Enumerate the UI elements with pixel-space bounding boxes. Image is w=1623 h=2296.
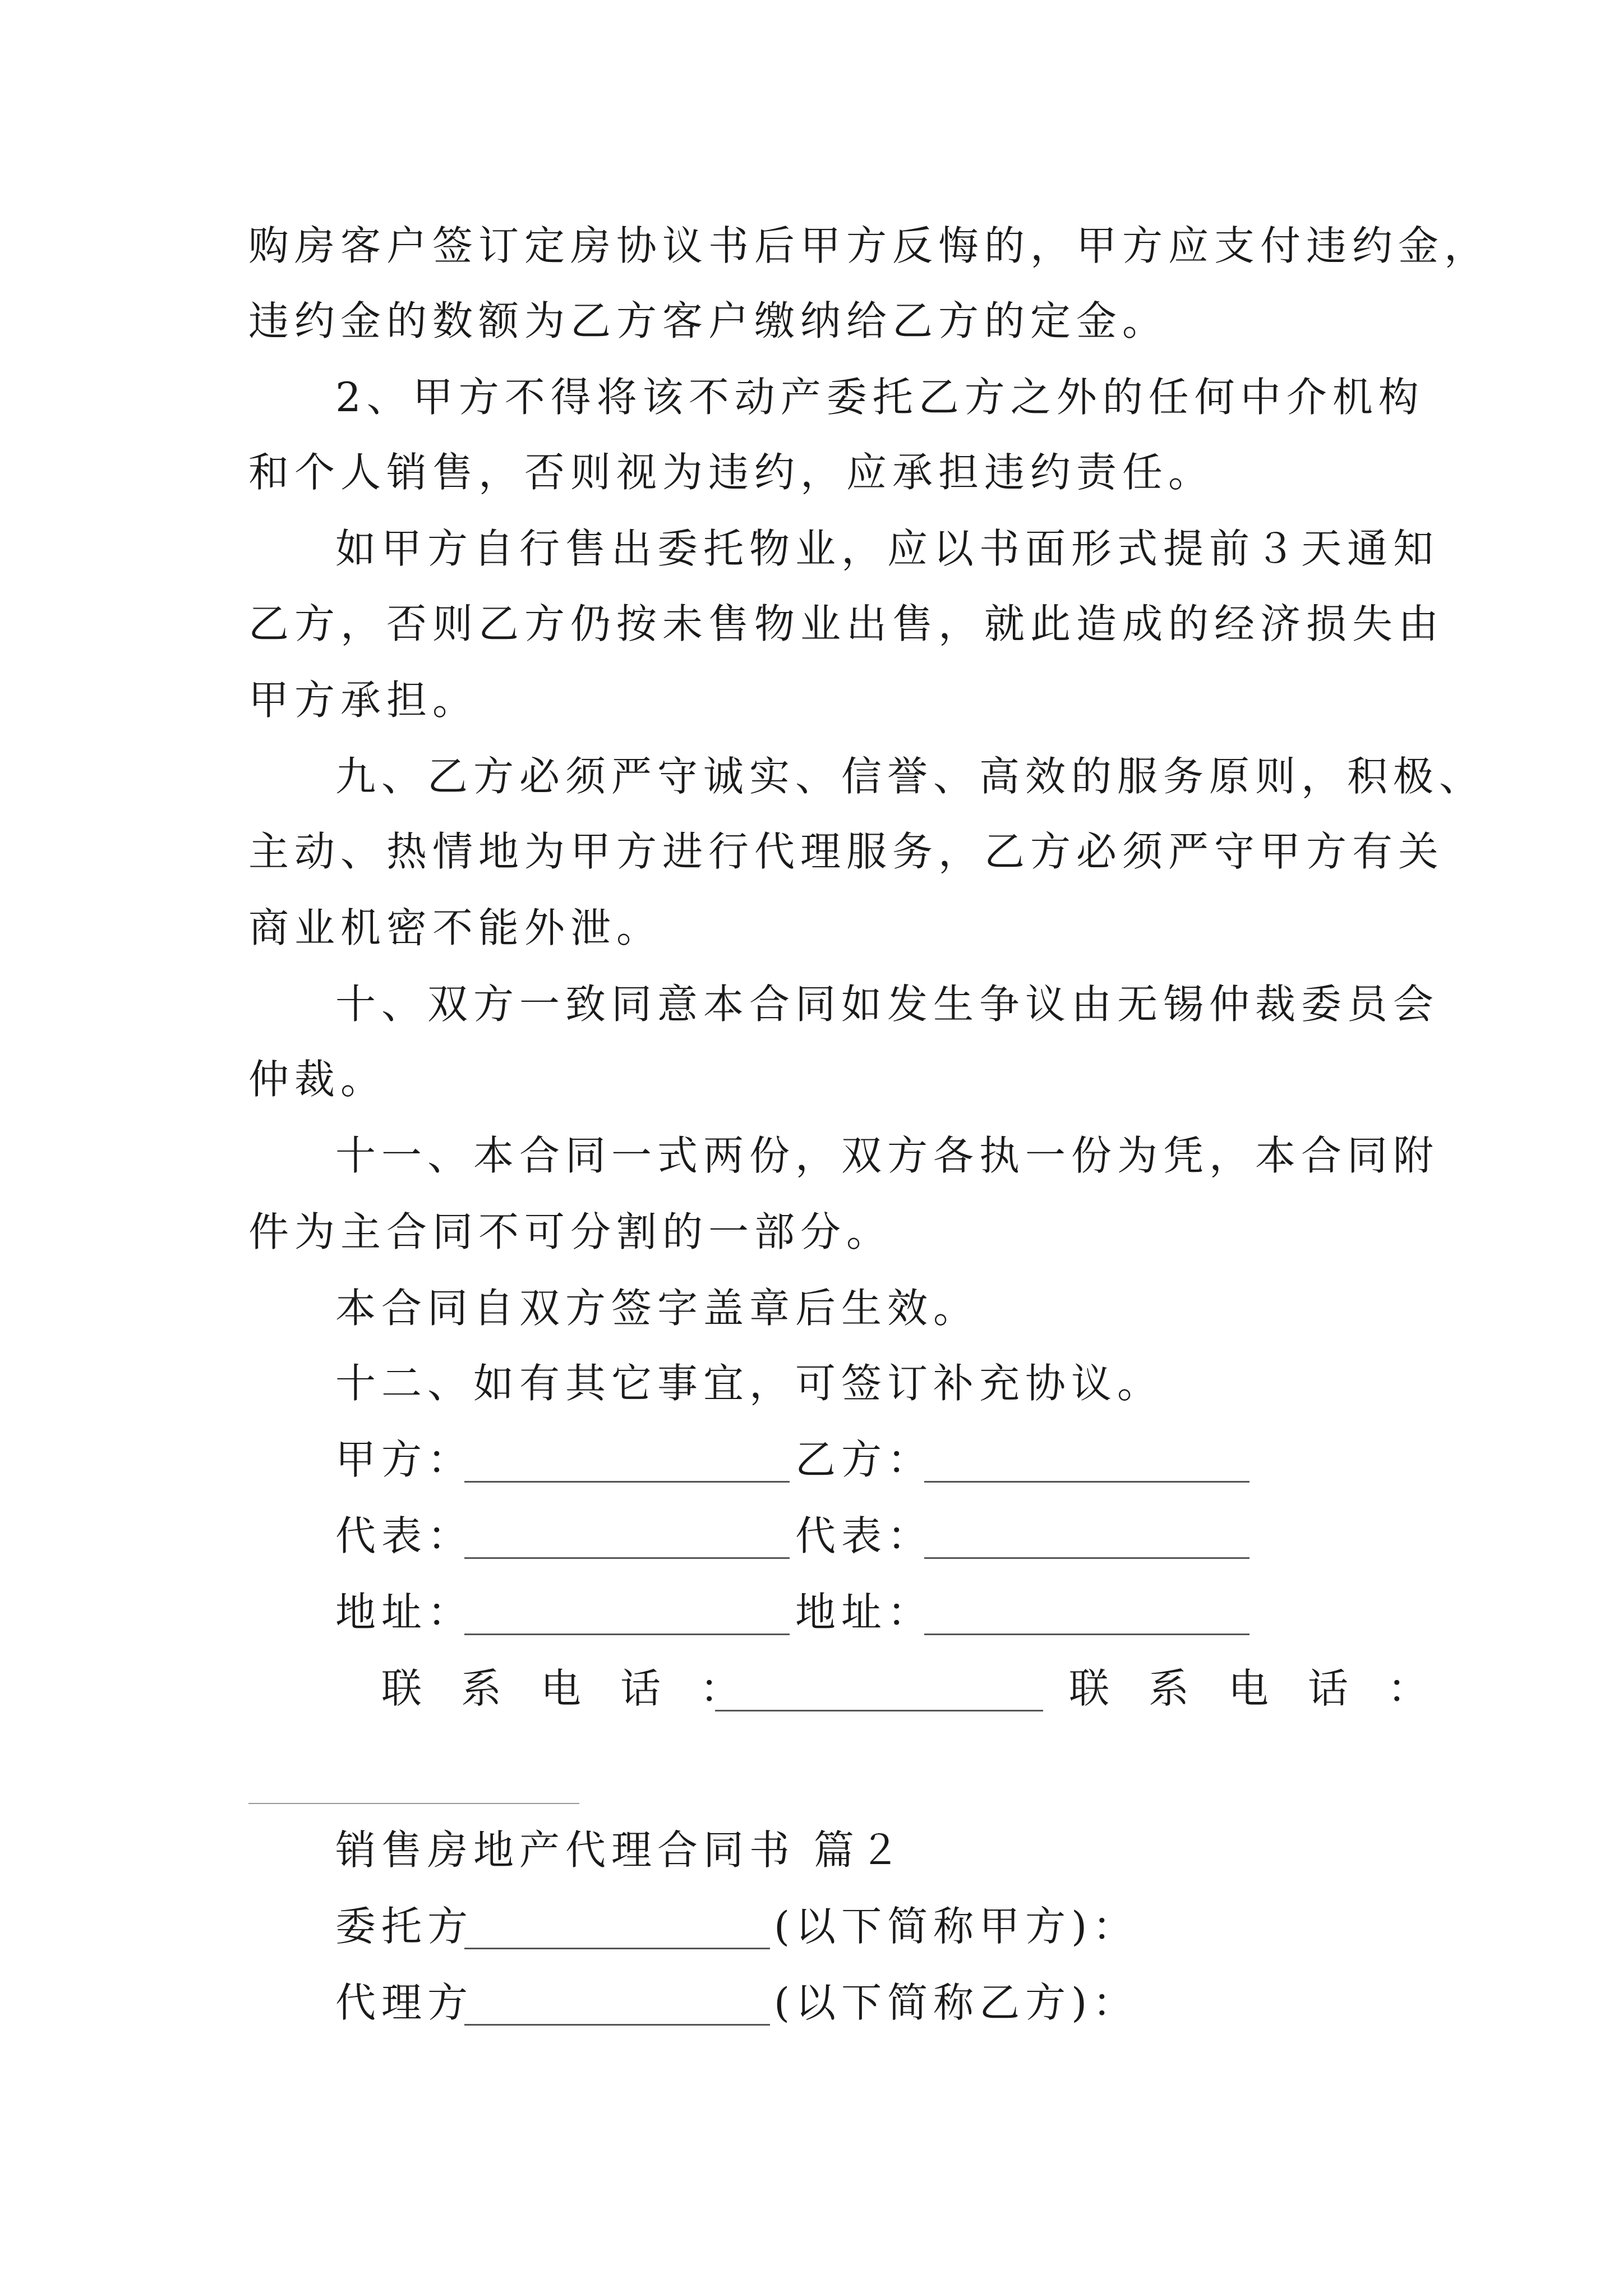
paragraph-line: 和个人销售，否则视为违约，应承担违约责任。 (248, 449, 1215, 496)
principal-label: 委托方 (335, 1903, 474, 1950)
paragraph-line: 九、乙方必须严守诚实、信誉、高效的服务原则，积极、 (335, 753, 1486, 800)
party-a-signature-line (464, 1481, 790, 1483)
addr-b-signature-line (924, 1634, 1249, 1635)
phone-a-signature-line (715, 1710, 1043, 1711)
paragraph-line: 仲裁。 (248, 1056, 387, 1103)
paragraph-line: 商业机密不能外泄。 (248, 904, 663, 951)
contract-2-title: 销售房地产代理合同书 篇２ (335, 1826, 906, 1874)
paragraph-line: 主动、热情地为甲方进行代理服务，乙方必须严守甲方有关 (248, 828, 1445, 875)
rep-b-signature-line (924, 1557, 1249, 1559)
paragraph-line: 十一、本合同一式两份，双方各执一份为凭，本合同附 (335, 1132, 1440, 1179)
rep-a-label: 代表： (335, 1512, 474, 1559)
paragraph-line: 甲方承担。 (248, 677, 479, 724)
paragraph-line: 购房客户签订定房协议书后甲方反悔的，甲方应支付违约金， (248, 222, 1491, 269)
party-a-label: 甲方： (335, 1436, 474, 1483)
agent-note: (以下简称乙方)： (774, 1979, 1139, 2026)
principal-name-line (464, 1948, 770, 1949)
paragraph-line: 乙方，否则乙方仍按未售物业出售，就此造成的经济损失由 (248, 600, 1445, 647)
paragraph-line: 如甲方自行售出委托物业，应以书面形式提前３天通知 (335, 525, 1440, 572)
party-b-signature-line (924, 1481, 1249, 1483)
party-b-label: 乙方： (795, 1436, 934, 1483)
addr-a-label: 地址： (335, 1589, 474, 1636)
agent-name-line (464, 2024, 770, 2026)
paragraph-line: 违约金的数额为乙方客户缴纳给乙方的定金。 (248, 297, 1169, 344)
phone-b-label: 联系电话： (1069, 1665, 1468, 1712)
rep-a-signature-line (464, 1557, 790, 1559)
paragraph-line: 十二、如有其它事宜，可签订补充协议。 (335, 1360, 1164, 1407)
rep-b-label: 代表： (795, 1512, 934, 1559)
section-divider (248, 1803, 579, 1804)
principal-note: (以下简称甲方)： (774, 1903, 1139, 1950)
phone-a-label: 联系电话： (381, 1665, 780, 1712)
addr-b-label: 地址： (795, 1589, 934, 1636)
paragraph-line: 件为主合同不可分割的一部分。 (248, 1208, 893, 1255)
addr-a-signature-line (464, 1634, 790, 1635)
agent-label: 代理方 (335, 1979, 474, 2026)
paragraph-line: 2、甲方不得将该不动产委托乙方之外的任何中介机构 (335, 374, 1424, 421)
paragraph-line: 本合同自双方签字盖章后生效。 (335, 1285, 980, 1332)
paragraph-line: 十、双方一致同意本合同如发生争议由无锡仲裁委员会 (335, 981, 1440, 1028)
